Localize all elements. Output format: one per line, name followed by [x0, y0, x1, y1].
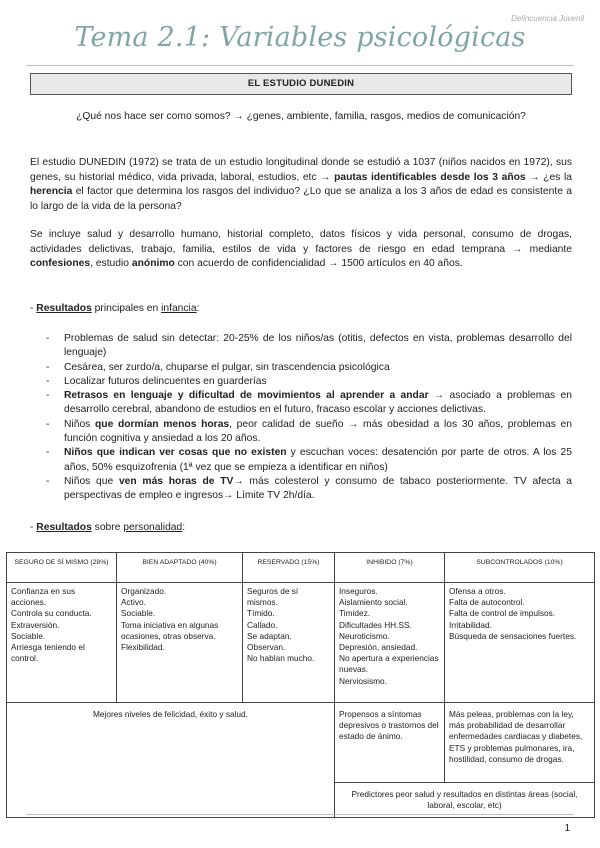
- header-subcontrolados: SUBCONTROLADOS (10%): [445, 553, 595, 583]
- title-divider: [26, 65, 574, 66]
- results-personalidad-heading: - Resultados sobre personalidad:: [30, 522, 186, 533]
- list-item: - Cesárea, ser zurdo/a, chuparse el pulgar, sin trascendencia psicológica: [30, 361, 572, 375]
- paragraph-scope: Se incluye salud y desarrollo humano, historial completo, datos físicos y vida personal, consumo de drogas, actividades delictivas, trabajo, familia, estilos de vida y factores de riesgo en edad temprana → mediante confesiones, estudio anónimo con acuerdo de confidencialidad → 1500 artículos en 40 años.: [30, 229, 572, 269]
- page-number: 1: [564, 823, 570, 834]
- traits-reservado: Seguros de sí mismos. Tímido. Callado. Se adaptan. Observan. No hablan mucho.: [243, 583, 335, 703]
- personality-table: [6, 552, 595, 818]
- course-header: Delincuencia Juvenil: [511, 14, 584, 23]
- table-row: [7, 583, 595, 703]
- paragraph-dunedin: El estudio DUNEDIN (1972) se trata de un estudio longitudinal donde se estudió a 1037 (niños nacidos en 1972), sus genes, su historial médico, vida privada, laboral, estudios, etc → pautas identificables desde los 3 años → ¿es la herencia el factor que determina los rasgos del individuo? ¿Lo que se analiza a los 3 años de edad es consistente a lo largo de la vida de la persona?: [30, 157, 572, 212]
- traits-bien-adaptado: Organizado. Activo. Sociable. Toma iniciativa en algunas ocasiones, otras observa. Flexibilidad.: [117, 583, 243, 703]
- traits-seguro: Confianza en sus acciones. Controla su conducta. Extraversión. Sociable. Arriesga teniendo el control.: [7, 583, 117, 703]
- list-item: - Niños que ven más horas de TV→ más colesterol y consumo de tabaco posteriormente. TV afecta a perspectivas de empleo e ingresos→ Límite TV 2h/día.: [30, 475, 572, 504]
- header-bien-adaptado: BIEN ADAPTADO (40%): [117, 553, 243, 583]
- intro-question: ¿Qué nos hace ser como somos? → ¿genes, ambiente, familia, rasgos, medios de comunicación?: [76, 111, 526, 122]
- header-seguro: SEGURO DE SÍ MISMO (28%): [7, 553, 117, 583]
- table-header-row: [7, 553, 595, 583]
- header-inhibido: INHIBIDO (7%): [335, 553, 445, 583]
- outcome-last-two: Predictores peor salud y resultados en distintas áreas (social, laboral, escolar, etc): [335, 783, 595, 818]
- outcome-subcontrolados: Más peleas, problemas con la ley, más probabilidad de desarrollar enfermedades cardiacas y diabetes, ETS y problemas pulmonares, ira, hostilidad, consumo de drogas.: [445, 703, 595, 783]
- outcome-inhibido: Propensos a síntomas depresivos o trastornos del estado de ánimo.: [335, 703, 445, 783]
- list-item: - Retrasos en lenguaje y dificultad de movimientos al aprender a andar → asociado a problemas en desarrollo cerebral, abandono de estudios en el futuro, fracaso escolar y acciones delictivas.: [30, 389, 572, 418]
- list-item: - Niños que dormían menos horas, peor calidad de sueño → más obesidad a los 30 años, problemas en función cognitiva y ansiedad a los 20 años.: [30, 418, 572, 447]
- traits-inhibido: Inseguros. Aislamiento social. Timidez. Dificultades HH.SS. Neuroticismo. Depresión, ansiedad. No apertura a experiencias nuevas. Nerviosismo.: [335, 583, 445, 703]
- traits-subcontrolados: Ofensa a otros. Falta de autocontrol. Falta de control de impulsos. Irritabilidad. Búsqueda de sensaciones fuertes.: [445, 583, 595, 703]
- infancia-results-list: [30, 332, 572, 504]
- footer-divider: [26, 814, 574, 815]
- list-item: - Niños que indican ver cosas que no existen y escuchan voces: desatención por parte de otros. A los 25 años, 50% esquizofrenia (1ª vez que se empieza a identificar en niños): [30, 446, 572, 475]
- outcome-first-three: Mejores niveles de felicidad, éxito y salud.: [7, 703, 335, 818]
- section-heading: EL ESTUDIO DUNEDIN: [30, 73, 572, 95]
- page-title: Tema 2.1: Variables psicológicas: [74, 22, 526, 53]
- list-item: - Problemas de salud sin detectar: 20-25% de los niños/as (otitis, defectos en vista, problemas desarrollo del lenguaje): [30, 332, 572, 361]
- list-item: - Localizar futuros delincuentes en guarderías: [30, 375, 572, 389]
- table-row: [7, 703, 595, 783]
- results-infancia-heading: - Resultados principales en infancia:: [30, 303, 200, 314]
- header-reservado: RESERVADO (15%): [243, 553, 335, 583]
